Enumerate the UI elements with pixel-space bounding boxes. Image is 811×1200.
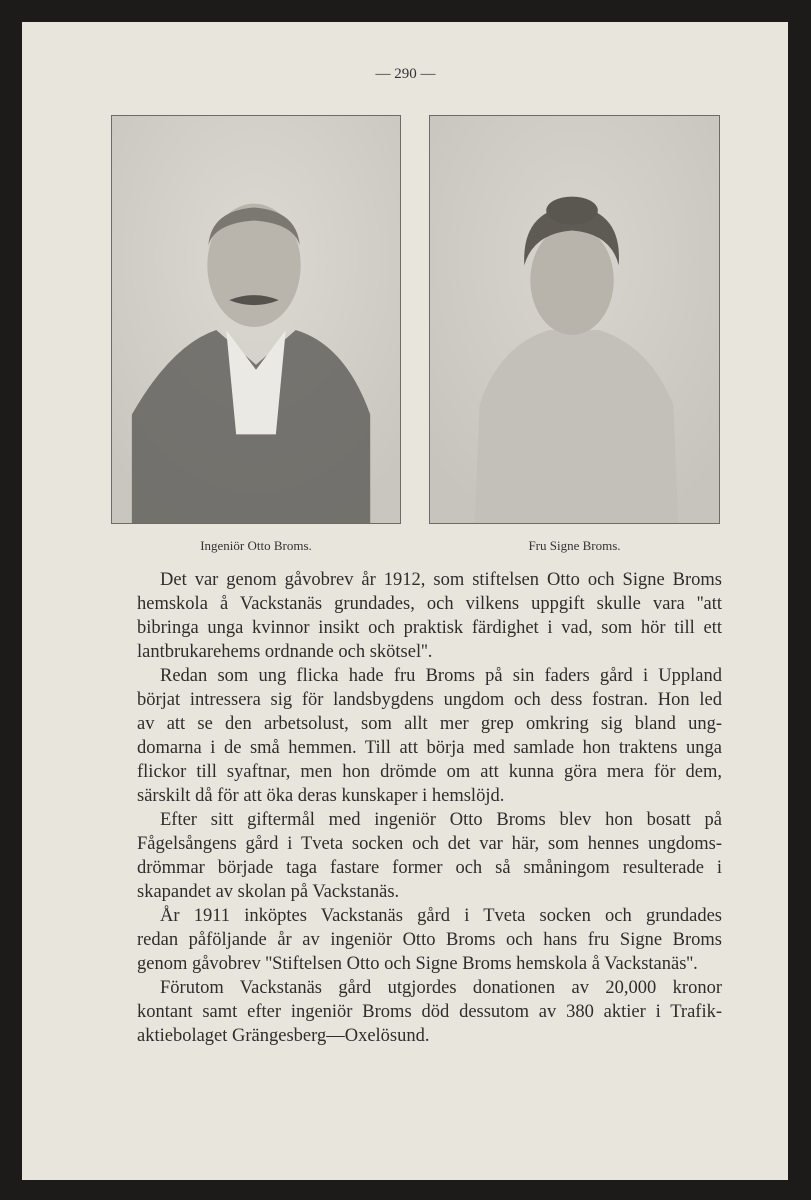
text-line: Det var genom gåvobrev år 1912, som stiftelsen Otto och Signe Broms	[160, 570, 722, 590]
text-line: Fågelsångens gård i Tveta socken och det var här, som hennes ungdoms-	[137, 834, 722, 854]
text-line: År 1911 inköptes Vackstanäs gård i Tveta socken och grundades	[160, 906, 722, 926]
text-line: genom gåvobrev ''Stiftelsen Otto och Signe Broms hemskola å Vackstanäs''.	[137, 954, 698, 974]
text-line: hemskola å Vackstanäs grundades, och vilkens uppgift skulle vara ''att	[137, 594, 722, 614]
text-line: skapandet av skolan på Vackstanäs.	[137, 882, 400, 902]
text-line: bibringa unga kvinnor insikt och praktisk färdighet i vad, som hör till ett	[137, 618, 722, 638]
text-line: börjat intressera sig för landsbygdens ungdom och dess fostran. Hon led	[137, 690, 722, 710]
text-line: av att se den arbetsolust, som allt mer grep omkring sig bland ung-	[137, 714, 722, 734]
photo-caption: Ingeniör Otto Broms.	[200, 538, 312, 553]
text-line: kontant samt efter ingeniör Broms död dessutom av 380 aktier i Trafik-	[137, 1002, 722, 1022]
text-line: domarna i de små hemmen. Till att börja med samlade hon traktens unga	[137, 738, 722, 758]
photo-caption: Fru Signe Broms.	[528, 538, 621, 553]
text-line: Förutom Vackstanäs gård utgjordes donationen av 20,000 kronor	[160, 978, 722, 998]
text-line: Redan som ung flicka hade fru Broms på sin faders gård i Uppland	[160, 666, 722, 686]
text-line: särskilt då för att öka deras kunskaper i hemslöjd.	[137, 786, 505, 806]
page-number: — 290 —	[375, 66, 436, 82]
portrait-signe-broms	[429, 115, 720, 524]
text-line: redan påföljande år av ingeniör Otto Broms och hans fru Signe Broms	[137, 930, 722, 950]
body-text	[137, 568, 722, 1048]
text-line: lantbrukarehems ordnande och skötsel''.	[137, 642, 433, 662]
text-line: Efter sitt giftermål med ingeniör Otto Broms blev hon bosatt på	[160, 810, 722, 830]
portrait-otto-broms	[111, 115, 401, 524]
text-line: drömmar började taga fastare former och så småningom resulterade i	[137, 858, 722, 878]
text-line: flickor till syaftnar, men hon drömde om att kunna göra mera för dem,	[137, 762, 722, 782]
text-line: aktiebolaget Grängesberg—Oxelösund.	[137, 1026, 430, 1046]
